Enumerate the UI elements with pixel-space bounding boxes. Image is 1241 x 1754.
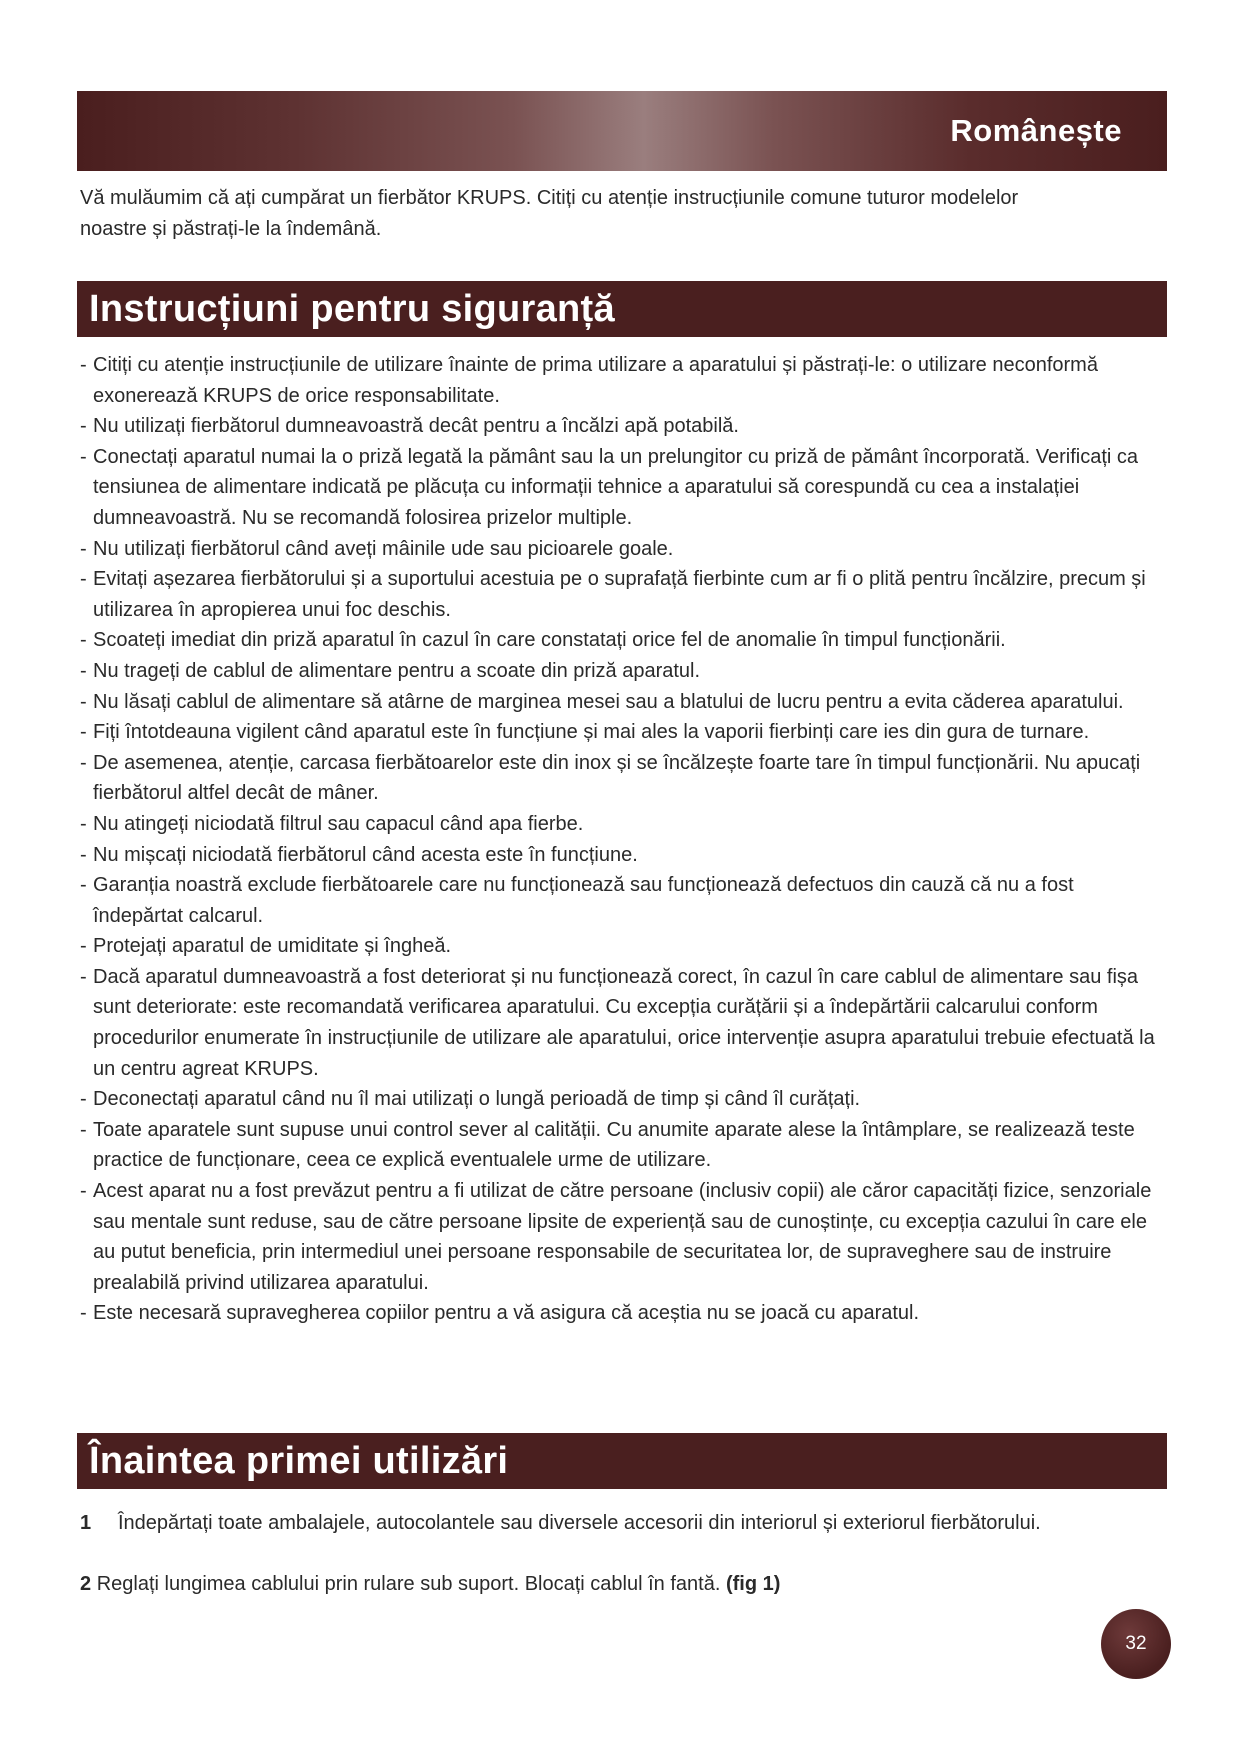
step-item xyxy=(80,1508,1165,1539)
safety-section-header xyxy=(77,281,1167,337)
figure-reference: (fig 1) xyxy=(725,1573,781,1595)
step-number: 2 xyxy=(80,1573,92,1595)
safety-section-title: Instrucțiuni pentru siguranță xyxy=(89,288,615,330)
first-use-section-title: Înaintea primei utilizări xyxy=(89,1440,509,1482)
step-text: Reglați lungimea cablului prin rulare sub suport. Blocați cablul în fantă. xyxy=(96,1573,721,1595)
safety-item: - Conectați aparatul numai la o priză legată la pământ sau la un prelungitor cu priză de pământ încorporată. Verificați ca tensiunea de alimentare indicată pe plăcuța cu informații tehnice a aparatului să corespundă cu cea a instalației dumneavoastră. Nu se recomandă folosirea prizelor multiple. xyxy=(80,442,1165,534)
step-item xyxy=(80,1569,1165,1600)
safety-item: - Nu atingeți niciodată filtrul sau capacul când apa fierbe. xyxy=(80,809,1165,840)
safety-item: - Nu trageți de cablul de alimentare pentru a scoate din priză aparatul. xyxy=(80,656,1165,687)
page-number-badge: 32 xyxy=(1101,1609,1171,1679)
safety-item: - Nu lăsați cablul de alimentare să atârne de marginea mesei sau a blatului de lucru pentru a evita căderea aparatului. xyxy=(80,687,1165,718)
safety-item: - Scoateți imediat din priză aparatul în cazul în care constatați orice fel de anomalie în timpul funcționării. xyxy=(80,625,1165,656)
safety-item: - Protejați aparatul de umiditate și îngheă. xyxy=(80,931,1165,962)
safety-item: - Nu mișcați niciodată fierbătorul când acesta este în funcțiune. xyxy=(80,840,1165,871)
safety-instructions-list xyxy=(80,350,1165,1329)
language-banner xyxy=(77,91,1167,171)
safety-item: - De asemenea, atenție, carcasa fierbătoarelor este din inox și se încălzește foarte tare în timpul funcționării. Nu apucați fierbătorul altfel decât de mâner. xyxy=(80,748,1165,809)
language-label: Românește xyxy=(950,113,1122,148)
safety-item: - Nu utilizați fierbătorul când aveți mâinile ude sau picioarele goale. xyxy=(80,534,1165,565)
safety-item: - Nu utilizați fierbătorul dumneavoastră decât pentru a încălzi apă potabilă. xyxy=(80,411,1165,442)
safety-item: - Acest aparat nu a fost prevăzut pentru a fi utilizat de către persoane (inclusiv copii) ale căror capacități fizice, senzoriale sau mentale sunt reduse, sau de către persoane lipsite de experiență sau de cunoștințe, cu excepția cazului în care ele au putut beneficia, prin intermediul unei persoane responsabile de securitatea lor, de supraveghere sau de instruire prealabilă privind utilizarea aparatului. xyxy=(80,1176,1165,1298)
intro-paragraph: Vă mulăumim că ați cumpărat un fierbător KRUPS. Citiți cu atenție instrucțiunile comune tuturor modelelor noastre și păstrați-le la îndemână. xyxy=(80,187,1019,240)
safety-item: - Dacă aparatul dumneavoastră a fost deteriorat și nu funcționează corect, în cazul în care cablul de alimentare sau fișa sunt deteriorate: este recomandată verificarea aparatului. Cu excepția curățării și a îndepărtării calcarului conform procedurilor enumerate în instrucțiunile de utilizare ale aparatului, orice intervenție asupra aparatului trebuie efectuată la un centru agreat KRUPS. xyxy=(80,962,1165,1084)
safety-item: - Toate aparatele sunt supuse unui control sever al calității. Cu anumite aparate alese la întâmplare, se realizează teste practice de funcționare, ceea ce explică eventualele urme de utilizare. xyxy=(80,1115,1165,1176)
safety-item: - Este necesară supravegherea copiilor pentru a vă asigura că aceștia nu se joacă cu aparatul. xyxy=(80,1298,1165,1329)
first-use-steps xyxy=(80,1508,1165,1600)
safety-item: - Fiți întotdeauna vigilent când aparatul este în funcțiune și mai ales la vaporii fierbinți care ies din gura de turnare. xyxy=(80,717,1165,748)
first-use-section-header xyxy=(77,1433,1167,1489)
safety-item: - Evitați așezarea fierbătorului și a suportului acestuia pe o suprafață fierbinte cum ar fi o plită pentru încălzire, precum și utilizarea în apropierea unui foc deschis. xyxy=(80,564,1165,625)
safety-item: - Citiți cu atenție instrucțiunile de utilizare înainte de prima utilizare a aparatului și păstrați-le: o utilizare neconformă exonerează KRUPS de orice responsabilitate. xyxy=(80,350,1165,411)
safety-item: - Garanția noastră exclude fierbătoarele care nu funcționează sau funcționează defectuos din cauză că nu a fost îndepărtat calcarul. xyxy=(80,870,1165,931)
safety-item: - Deconectați aparatul când nu îl mai utilizați o lungă perioadă de timp și când îl curățați. xyxy=(80,1084,1165,1115)
step-number: 1 xyxy=(80,1512,92,1534)
step-text: Îndepărtați toate ambalajele, autocolantele sau diversele accesorii din interiorul și exteriorul fierbătorului. xyxy=(118,1512,1041,1534)
